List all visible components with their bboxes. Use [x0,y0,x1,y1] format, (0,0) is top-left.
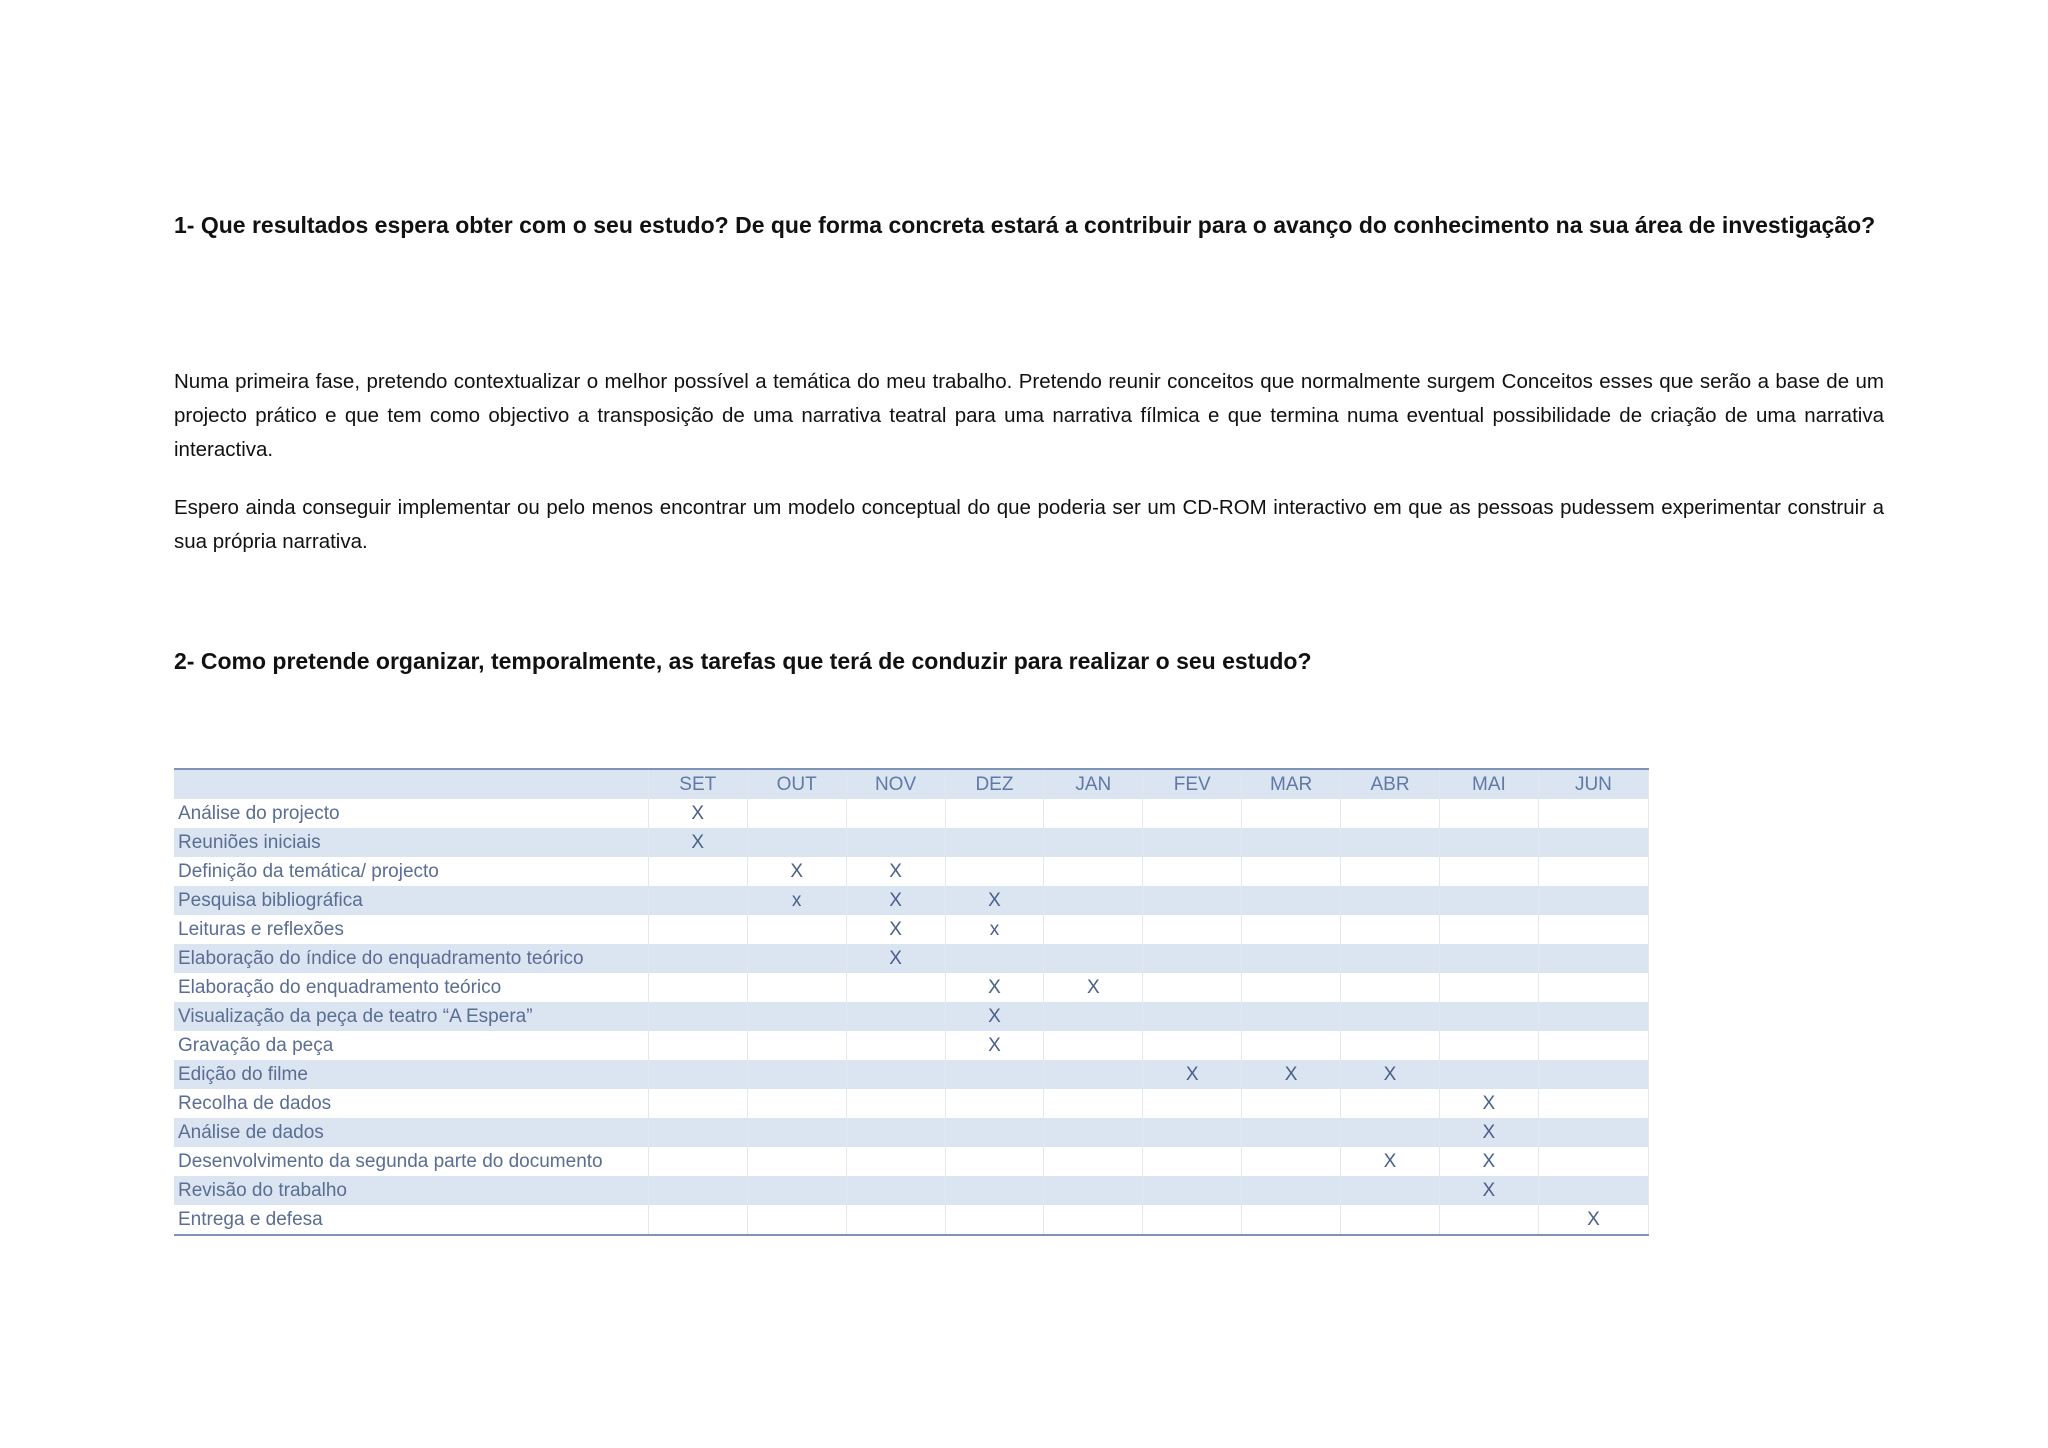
task-name-cell: Pesquisa bibliográfica [174,886,648,915]
schedule-mark-cell [945,1147,1044,1176]
schedule-row [174,1089,1649,1118]
schedule-row [174,1118,1649,1147]
schedule-mark-cell: X [945,886,1044,915]
schedule-mark-cell [846,1060,945,1089]
schedule-mark-cell [747,1002,846,1031]
schedule-table-container [174,768,1649,1236]
schedule-mark-cell [1242,828,1341,857]
schedule-mark-cell [1044,1060,1143,1089]
schedule-mark-cell [1341,886,1440,915]
schedule-mark-cell [1143,1118,1242,1147]
schedule-mark-cell [1538,857,1648,886]
schedule-mark-cell [945,1060,1044,1089]
schedule-mark-cell [1143,944,1242,973]
task-name-cell: Análise de dados [174,1118,648,1147]
schedule-mark-cell: X [846,915,945,944]
schedule-mark-cell [648,973,747,1002]
schedule-mark-cell [1143,828,1242,857]
schedule-mark-cell [1044,915,1143,944]
schedule-row [174,1205,1649,1235]
task-name-cell: Visualização da peça de teatro “A Espera” [174,1002,648,1031]
schedule-mark-cell: x [747,886,846,915]
schedule-mark-cell [1044,1205,1143,1235]
month-header: SET [648,769,747,799]
schedule-mark-cell [1341,828,1440,857]
schedule-row [174,973,1649,1002]
schedule-mark-cell [1538,886,1648,915]
schedule-mark-cell [648,1002,747,1031]
schedule-mark-cell [1538,1089,1648,1118]
schedule-mark-cell [648,1031,747,1060]
schedule-mark-cell [1044,857,1143,886]
schedule-mark-cell [1439,1060,1538,1089]
schedule-mark-cell [1143,1031,1242,1060]
task-name-cell: Reuniões iniciais [174,828,648,857]
schedule-mark-cell [1143,1205,1242,1235]
schedule-mark-cell [1242,1118,1341,1147]
month-header: FEV [1143,769,1242,799]
schedule-mark-cell: X [747,857,846,886]
schedule-mark-cell [945,1205,1044,1235]
task-name-cell: Edição do filme [174,1060,648,1089]
schedule-mark-cell [945,1118,1044,1147]
schedule-mark-cell [1538,1002,1648,1031]
schedule-mark-cell [846,1118,945,1147]
month-header: DEZ [945,769,1044,799]
schedule-mark-cell [747,1118,846,1147]
schedule-mark-cell [846,1205,945,1235]
schedule-mark-cell [648,1060,747,1089]
month-header: JUN [1538,769,1648,799]
schedule-mark-cell [1341,1118,1440,1147]
question-1: 1- Que resultados espera obter com o seu estudo? De que forma concreta estará a contribuir para o avanço do conhecimento na sua área de investigação? [174,212,1876,238]
schedule-body [174,799,1649,1235]
task-name-cell: Desenvolvimento da segunda parte do documento [174,1147,648,1176]
schedule-mark-cell [1242,799,1341,828]
schedule-row [174,1002,1649,1031]
schedule-mark-cell [1044,886,1143,915]
schedule-mark-cell [747,944,846,973]
schedule-mark-cell [1341,1089,1440,1118]
schedule-mark-cell [1044,1176,1143,1205]
schedule-row [174,1147,1649,1176]
schedule-mark-cell [945,799,1044,828]
schedule-mark-cell [1044,1031,1143,1060]
schedule-mark-cell [1143,857,1242,886]
schedule-row [174,799,1649,828]
schedule-mark-cell [1538,915,1648,944]
schedule-mark-cell: X [846,857,945,886]
schedule-mark-cell [1538,828,1648,857]
schedule-mark-cell [747,1176,846,1205]
schedule-mark-cell [747,1147,846,1176]
schedule-mark-cell [1341,857,1440,886]
schedule-mark-cell [1439,915,1538,944]
schedule-mark-cell [1143,1002,1242,1031]
task-name-cell: Elaboração do enquadramento teórico [174,973,648,1002]
schedule-mark-cell: x [945,915,1044,944]
schedule-mark-cell [1538,1118,1648,1147]
schedule-mark-cell [1242,1002,1341,1031]
schedule-mark-cell: X [1242,1060,1341,1089]
schedule-mark-cell [846,799,945,828]
schedule-mark-cell [1341,1205,1440,1235]
schedule-header-row [174,769,1649,799]
schedule-mark-cell [1341,1176,1440,1205]
schedule-mark-cell [1538,799,1648,828]
schedule-mark-cell [648,1118,747,1147]
task-column-header [174,769,648,799]
task-name-cell: Recolha de dados [174,1089,648,1118]
schedule-mark-cell [1538,973,1648,1002]
schedule-mark-cell [1341,944,1440,973]
schedule-mark-cell: X [1439,1176,1538,1205]
task-name-cell: Revisão do trabalho [174,1176,648,1205]
answer-paragraph-1: Numa primeira fase, pretendo contextualizar o melhor possível a temática do meu trabalho. Pretendo reunir conceitos que normalmente surgem Conceitos esses que serão a base de um projecto prático e que tem como objectivo a transposição de uma narrativa teatral para uma narrativa fílmica e que termina numa eventual possibilidade de criação de uma narrativa interactiva. [174,370,1884,461]
schedule-mark-cell: X [945,973,1044,1002]
schedule-row [174,1060,1649,1089]
schedule-mark-cell [945,944,1044,973]
schedule-mark-cell [1439,886,1538,915]
schedule-mark-cell [1538,1031,1648,1060]
schedule-mark-cell [1538,1176,1648,1205]
schedule-mark-cell: X [1341,1147,1440,1176]
schedule-mark-cell [747,799,846,828]
schedule-mark-cell [1439,799,1538,828]
schedule-mark-cell [945,828,1044,857]
schedule-mark-cell [1439,1205,1538,1235]
schedule-mark-cell [1341,915,1440,944]
schedule-mark-cell [747,1089,846,1118]
month-header: OUT [747,769,846,799]
schedule-mark-cell [747,973,846,1002]
schedule-table [174,768,1649,1236]
schedule-mark-cell [1242,1089,1341,1118]
question-2: 2- Como pretende organizar, temporalmente, as tarefas que terá de conduzir para realizar o seu estudo? [174,648,1312,674]
task-name-cell: Gravação da peça [174,1031,648,1060]
schedule-mark-cell [1242,944,1341,973]
schedule-mark-cell: X [648,799,747,828]
schedule-mark-cell [747,1031,846,1060]
schedule-mark-cell [1242,1176,1341,1205]
schedule-mark-cell [945,1089,1044,1118]
schedule-mark-cell [747,1060,846,1089]
schedule-mark-cell [846,973,945,1002]
month-header: NOV [846,769,945,799]
schedule-mark-cell [1242,857,1341,886]
schedule-mark-cell: X [1439,1118,1538,1147]
schedule-mark-cell [648,944,747,973]
schedule-mark-cell: X [945,1002,1044,1031]
schedule-mark-cell [1143,915,1242,944]
schedule-mark-cell: X [1538,1205,1648,1235]
schedule-row [174,915,1649,944]
schedule-mark-cell [1439,1002,1538,1031]
schedule-mark-cell [1341,799,1440,828]
schedule-mark-cell [846,1002,945,1031]
schedule-mark-cell [1242,1205,1341,1235]
schedule-mark-cell [1242,1031,1341,1060]
schedule-mark-cell [1341,1031,1440,1060]
schedule-mark-cell [1242,973,1341,1002]
schedule-mark-cell [648,1147,747,1176]
schedule-row [174,1031,1649,1060]
schedule-mark-cell [1242,1147,1341,1176]
schedule-mark-cell: X [1341,1060,1440,1089]
schedule-mark-cell [1341,973,1440,1002]
schedule-mark-cell [1538,1147,1648,1176]
schedule-mark-cell [1538,944,1648,973]
schedule-mark-cell: X [846,944,945,973]
month-header: JAN [1044,769,1143,799]
schedule-mark-cell [1341,1002,1440,1031]
schedule-mark-cell [1439,828,1538,857]
schedule-row [174,1176,1649,1205]
schedule-mark-cell [747,1205,846,1235]
schedule-mark-cell [648,1205,747,1235]
schedule-mark-cell [846,1089,945,1118]
schedule-mark-cell [747,915,846,944]
schedule-row [174,857,1649,886]
schedule-mark-cell [648,857,747,886]
schedule-mark-cell: X [648,828,747,857]
schedule-mark-cell [1044,1002,1143,1031]
task-name-cell: Definição da temática/ projecto [174,857,648,886]
schedule-mark-cell [846,1176,945,1205]
month-header: MAI [1439,769,1538,799]
schedule-mark-cell [846,828,945,857]
schedule-row [174,944,1649,973]
schedule-mark-cell [1143,1089,1242,1118]
schedule-mark-cell: X [1044,973,1143,1002]
task-name-cell: Leituras e reflexões [174,915,648,944]
schedule-mark-cell [1044,944,1143,973]
schedule-mark-cell [1143,1176,1242,1205]
schedule-mark-cell [1044,1118,1143,1147]
schedule-mark-cell [1044,1147,1143,1176]
schedule-mark-cell [1143,886,1242,915]
schedule-mark-cell [1044,828,1143,857]
schedule-mark-cell [846,1031,945,1060]
schedule-mark-cell [1143,1147,1242,1176]
schedule-mark-cell [1044,799,1143,828]
schedule-mark-cell [1143,799,1242,828]
schedule-mark-cell [648,886,747,915]
schedule-mark-cell [945,1176,1044,1205]
schedule-mark-cell: X [1143,1060,1242,1089]
task-name-cell: Entrega e defesa [174,1205,648,1235]
schedule-mark-cell [648,1176,747,1205]
schedule-mark-cell [747,828,846,857]
schedule-row [174,828,1649,857]
schedule-mark-cell [1439,944,1538,973]
task-name-cell: Elaboração do índice do enquadramento teórico [174,944,648,973]
answer-paragraph-2: Espero ainda conseguir implementar ou pelo menos encontrar um modelo conceptual do que poderia ser um CD-ROM interactivo em que as pessoas pudessem experimentar construir a sua própria narrativa. [174,496,1884,553]
schedule-mark-cell [1439,857,1538,886]
schedule-mark-cell [1439,973,1538,1002]
schedule-mark-cell [1143,973,1242,1002]
schedule-row [174,886,1649,915]
schedule-mark-cell [648,1089,747,1118]
schedule-mark-cell [1439,1031,1538,1060]
schedule-mark-cell: X [1439,1089,1538,1118]
schedule-mark-cell: X [846,886,945,915]
task-name-cell: Análise do projecto [174,799,648,828]
schedule-mark-cell [1242,915,1341,944]
schedule-mark-cell: X [1439,1147,1538,1176]
schedule-mark-cell [648,915,747,944]
schedule-mark-cell [1538,1060,1648,1089]
month-header: ABR [1341,769,1440,799]
schedule-mark-cell [1044,1089,1143,1118]
schedule-mark-cell [846,1147,945,1176]
schedule-mark-cell: X [945,1031,1044,1060]
month-header: MAR [1242,769,1341,799]
schedule-mark-cell [945,857,1044,886]
schedule-mark-cell [1242,886,1341,915]
